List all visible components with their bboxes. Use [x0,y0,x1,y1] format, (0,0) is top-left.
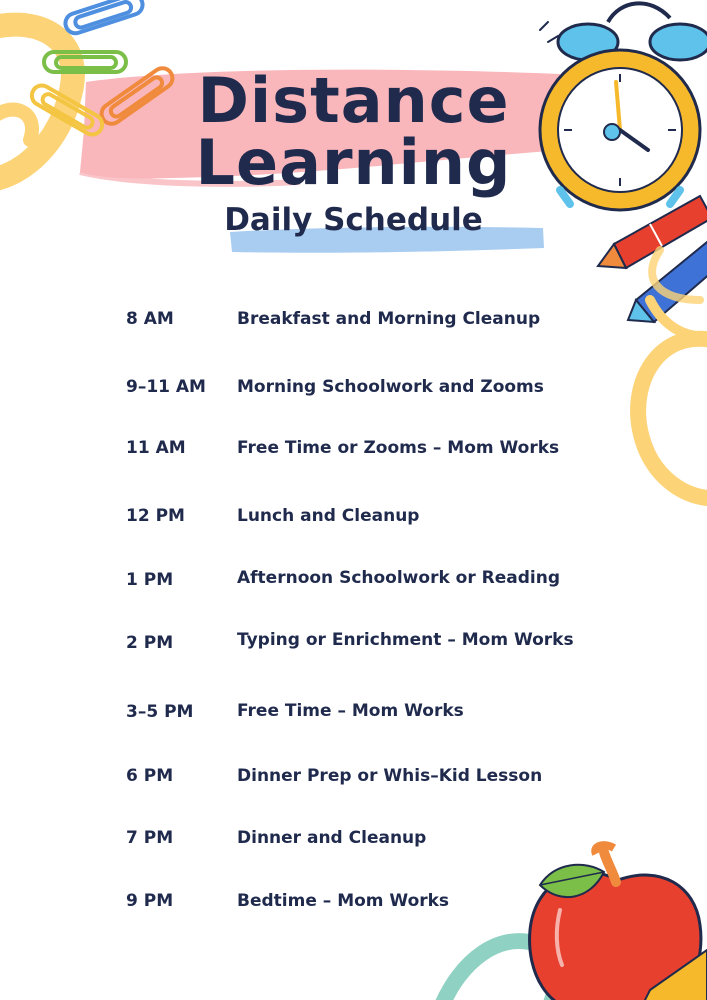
schedule-activity: Breakfast and Morning Cleanup [237,309,541,329]
schedule-time: 2 PM [126,633,174,653]
page-subtitle: Daily Schedule [224,202,483,238]
page-title-line-2: Learning [195,126,512,199]
schedule-activity: Dinner Prep or Whis–Kid Lesson [237,766,543,786]
page-title-line-1: Distance [197,64,510,137]
schedule-time: 11 AM [126,438,186,458]
apple-icon [530,845,707,1000]
schedule-activity: Free Time or Zooms – Mom Works [237,438,560,458]
schedule-time: 6 PM [126,766,174,786]
schedule-time: 1 PM [126,570,174,590]
schedule-activity: Free Time – Mom Works [237,701,464,721]
schedule-time: 9 PM [126,891,174,911]
schedule-activity: Bedtime – Mom Works [237,891,450,911]
schedule-time: 3–5 PM [126,702,194,722]
schedule-time: 7 PM [126,828,174,848]
schedule-time: 8 AM [126,309,174,329]
schedule-activity: Morning Schoolwork and Zooms [237,377,544,397]
schedule-time: 12 PM [126,506,185,526]
schedule-activity: Lunch and Cleanup [237,506,420,526]
schedule-activity: Afternoon Schoolwork or Reading [237,568,561,588]
schedule-activity: Dinner and Cleanup [237,828,427,848]
schedule-activity: Typing or Enrichment – Mom Works [237,630,574,650]
schedule-time: 9–11 AM [126,377,206,397]
